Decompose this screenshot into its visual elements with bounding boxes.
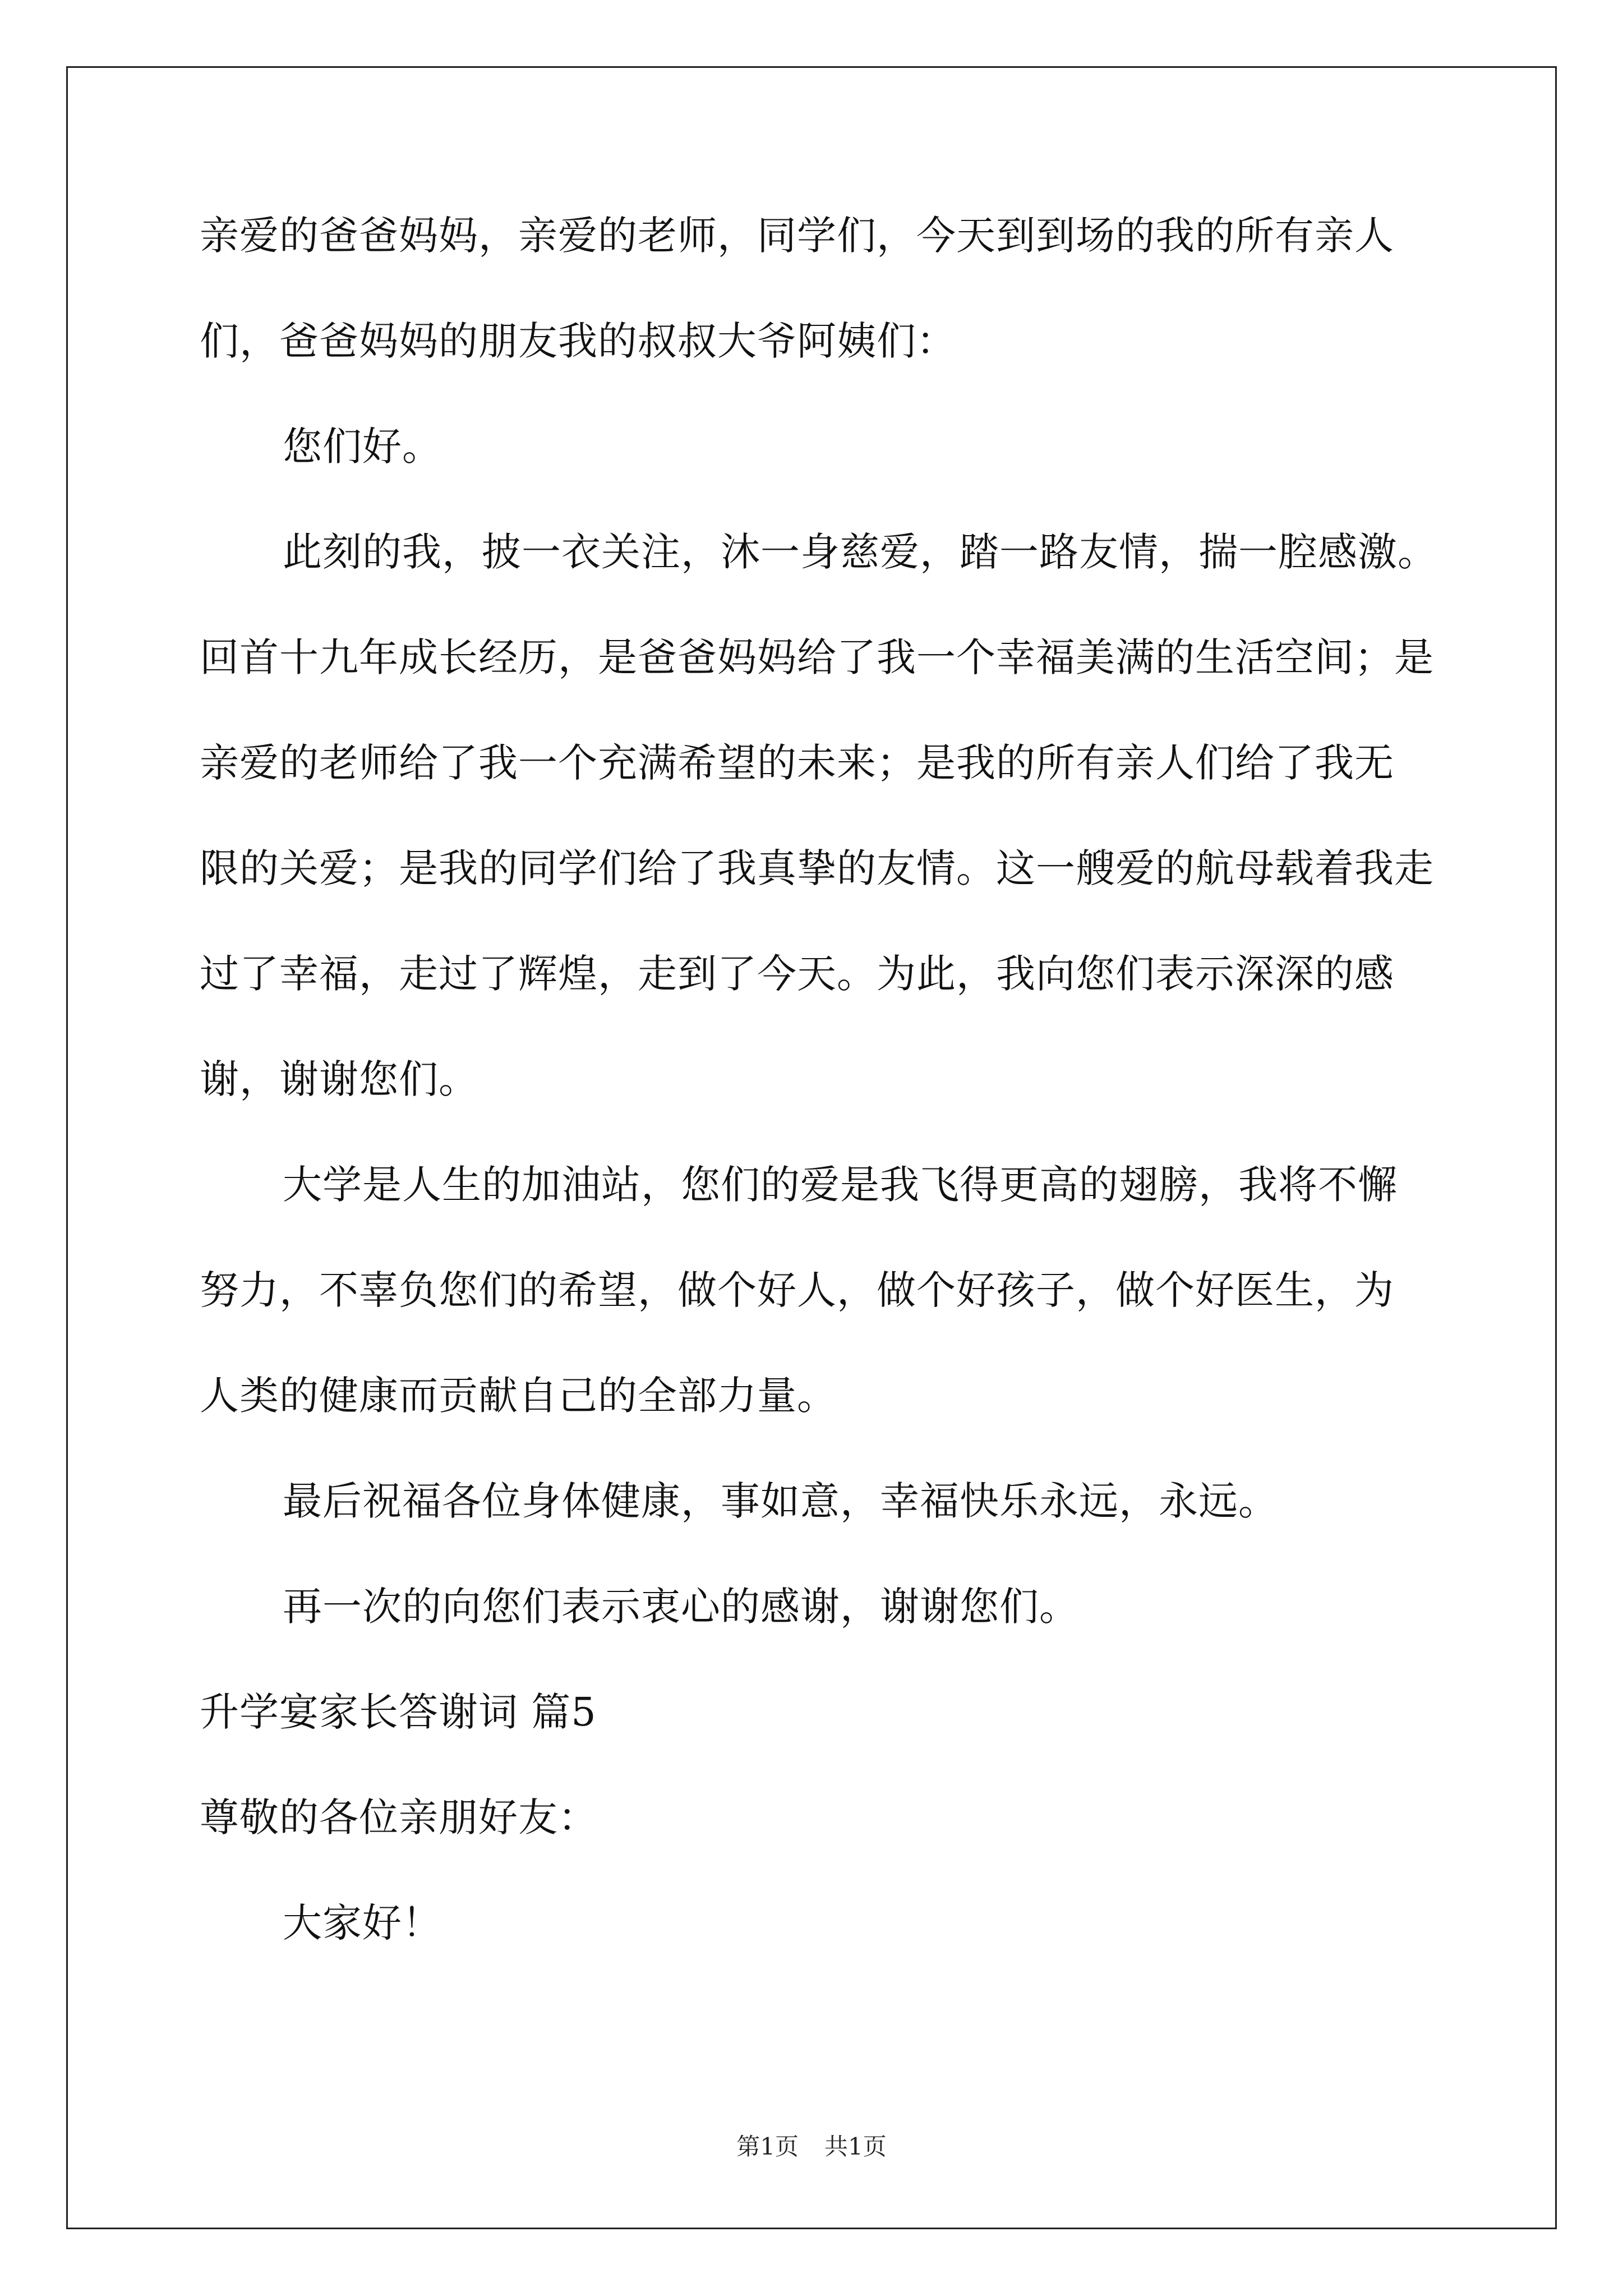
paragraph-line: 回首十九年成长经历，是爸爸妈妈给了我一个幸福美满的生活空间；是 [200,634,1434,680]
paragraph-line: 再一次的向您们表示衷心的感谢，谢谢您们。 [283,1584,1079,1630]
section-heading: 升学宴家长答谢词 篇5 [200,1689,597,1735]
paragraph-line: 们，爸爸妈妈的朋友我的叔叔大爷阿姨们： [200,318,956,364]
greeting-line: 您们好。 [283,424,442,470]
page-footer [0,2133,1623,2161]
page-number: 第1页 [736,2133,799,2160]
paragraph-line: 亲爱的爸爸妈妈，亲爱的老师，同学们，今天到到场的我的所有亲人 [200,213,1394,259]
paragraph-line: 大学是人生的加油站，您们的爱是我飞得更高的翅膀，我将不懈 [283,1162,1398,1208]
paragraph-line: 最后祝福各位身体健康，事如意，幸福快乐永远，永远。 [283,1478,1278,1524]
salutation-line: 尊敬的各位亲朋好友： [200,1795,598,1841]
paragraph-line: 过了幸福，走过了辉煌，走到了今天。为此，我向您们表示深深的感 [200,951,1394,997]
paragraph-line: 人类的健康而贡献自己的全部力量。 [200,1373,837,1419]
paragraph-line: 谢，谢谢您们。 [200,1056,478,1102]
paragraph-line: 亲爱的老师给了我一个充满希望的未来；是我的所有亲人们给了我无 [200,740,1394,786]
paragraph-line: 限的关爱；是我的同学们给了我真挚的友情。这一艘爱的航母载着我走 [200,845,1434,891]
greeting-line: 大家好！ [283,1900,442,1946]
page-total: 共1页 [824,2133,887,2160]
paragraph-line: 此刻的我，披一衣关注，沐一身慈爱，踏一路友情，揣一腔感激。 [283,529,1437,575]
paragraph-line: 努力，不辜负您们的希望，做个好人，做个好孩子，做个好医生，为 [200,1267,1394,1313]
